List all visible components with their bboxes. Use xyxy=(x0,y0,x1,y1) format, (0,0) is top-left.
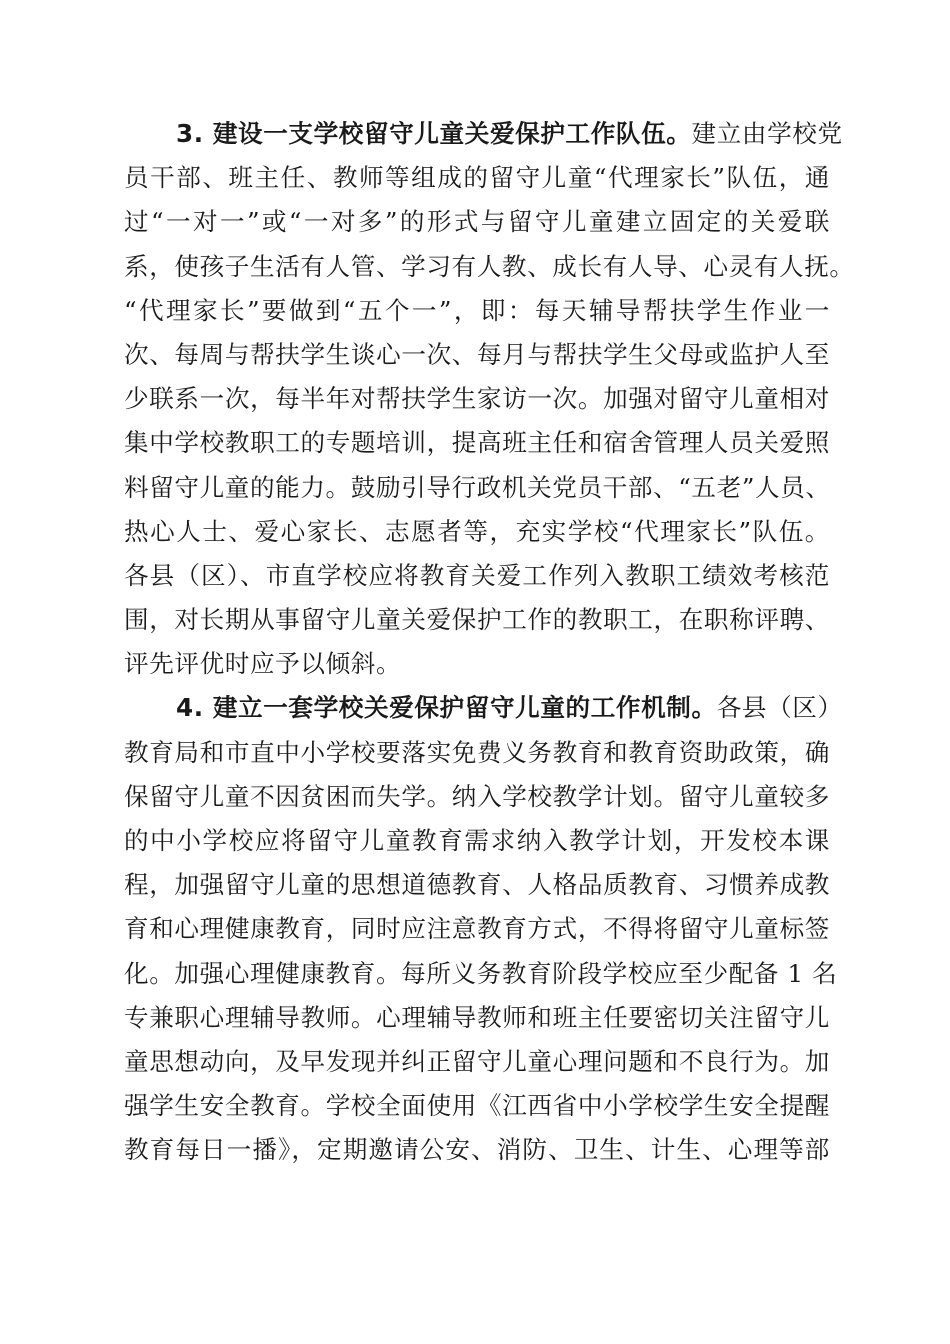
text-line: 化。加强心理健康教育。每所义务教育阶段学校应至少配备 1 名 xyxy=(124,958,838,988)
text-line: 员干部、班主任、教师等组成的留守儿童“代理家长”队伍，通 xyxy=(124,163,830,193)
text-line: 围，对长期从事留守儿童关爱保护工作的教职工，在职称评聘、 xyxy=(124,605,830,635)
text-line: 专兼职心理辅导教师。心理辅导教师和班主任要密切关注留守儿 xyxy=(124,1002,830,1032)
text-line: 集中学校教职工的专题培训，提高班主任和宿舍管理人员关爱照 xyxy=(124,428,830,458)
text-line: 的中小学校应将留守儿童教育需求纳入教学计划，开发校本课 xyxy=(124,826,830,855)
text-line: 系，使孩子生活有人管、学习有人教、成长有人导、心灵有人抚。 xyxy=(124,251,855,281)
text-line: 程，加强留守儿童的思想道德教育、人格品质教育、习惯养成教 xyxy=(124,870,830,900)
text-line: 育和心理健康教育，同时应注意教育方式，不得将留守儿童标签 xyxy=(124,914,830,944)
text-line: 保留守儿童不因贫困而失学。纳入学校教学计划。留守儿童较多 xyxy=(124,781,830,811)
paragraph-4 xyxy=(124,686,843,1172)
text-line: 教育局和市直中小学校要落实免费义务教育和教育资助政策，确 xyxy=(124,737,830,767)
text-line: 热心人士、爱心家长、志愿者等，充实学校“代理家长”队伍。 xyxy=(124,516,830,546)
line-text: 建立由学校党 xyxy=(691,119,843,148)
paragraph-3 xyxy=(124,112,855,686)
text-line: 次、每周与帮扶学生谈心一次、每月与帮扶学生父母或监护人至 xyxy=(124,339,830,369)
text-line: 评先评优时应予以倾斜。 xyxy=(124,649,402,679)
paragraph-heading: 4. 建立一套学校关爱保护留守儿童的工作机制。 xyxy=(176,693,717,723)
text-line: 童思想动向，及早发现并纠正留守儿童心理问题和不良行为。加 xyxy=(124,1046,830,1076)
text-line: “代理家长”要做到“五个一”，即：每天辅导帮扶学生作业一 xyxy=(124,295,830,325)
text-line: 教育每日一播》，定期邀请公安、消防、卫生、计生、心理等部 xyxy=(124,1135,830,1165)
text-line: 料留守儿童的能力。鼓励引导行政机关党员干部、“五老”人员、 xyxy=(124,472,831,502)
text-line: 少联系一次，每半年对帮扶学生家访一次。加强对留守儿童相对 xyxy=(124,384,830,414)
text-line xyxy=(124,112,843,156)
text-line: 过“一对一”或“一对多”的形式与留守儿童建立固定的关爱联 xyxy=(124,207,830,237)
text-line xyxy=(124,686,843,730)
paragraph-heading: 3. 建设一支学校留守儿童关爱保护工作队伍。 xyxy=(176,119,692,148)
text-line: 各县（区）、市直学校应将教育关爱工作列入教职工绩效考核范 xyxy=(124,560,830,590)
document-body xyxy=(124,112,855,1173)
line-text: 各县（区） xyxy=(716,693,843,723)
text-line: 强学生安全教育。学校全面使用《江西省中小学校学生安全提醒 xyxy=(124,1091,830,1121)
